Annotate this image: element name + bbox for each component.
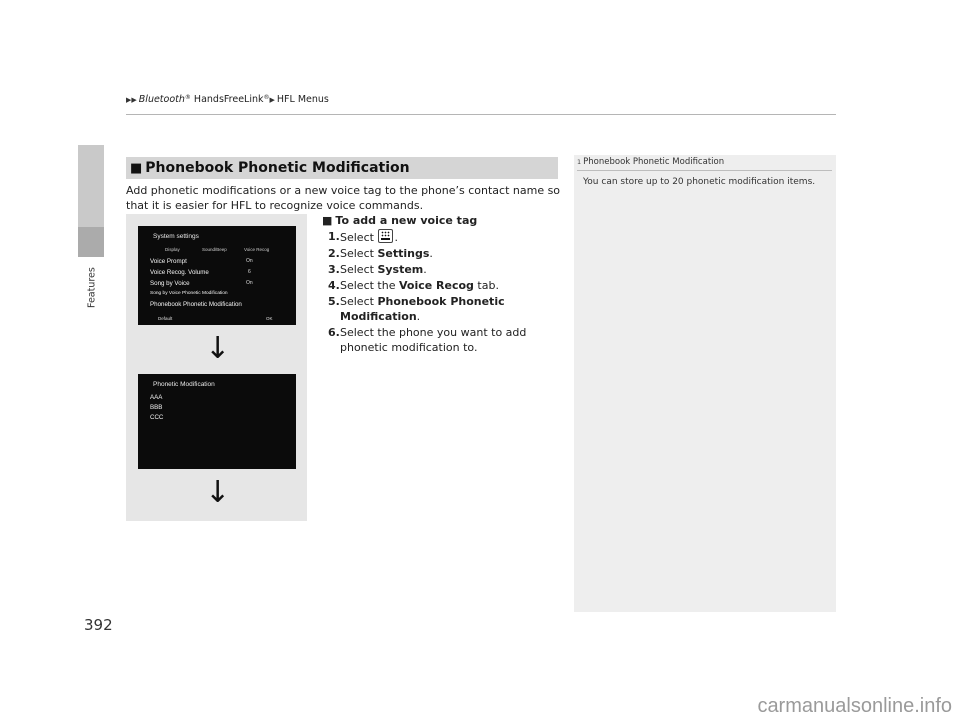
step-number: 3. xyxy=(328,263,340,276)
note-title xyxy=(577,157,724,167)
chapter-tab-marker xyxy=(78,227,104,257)
step-text: Select the phone you want to add phonetic modification to. xyxy=(340,326,527,354)
screen-title: Phonetic Modification xyxy=(153,381,215,388)
registered-mark: ® xyxy=(184,94,191,101)
tab-voice-recog[interactable]: Voice Recog xyxy=(244,247,270,252)
procedure-marker-icon: ■ xyxy=(322,214,333,227)
step-keyword: System xyxy=(377,263,424,276)
step-text: Select the xyxy=(340,279,399,292)
section-title: Phonebook Phonetic Modification xyxy=(145,160,410,176)
watermark: carmanualsonline.info xyxy=(757,695,952,717)
step-text: . xyxy=(429,247,433,260)
step-keyword: Voice Recog xyxy=(398,279,474,292)
down-arrow-icon: ↓ xyxy=(205,475,231,510)
note-rule xyxy=(577,170,832,171)
section-intro: Add phonetic modifications or a new voice tag to the phone’s contact name so that it is easier for HFL to recognize voice commands. xyxy=(126,184,561,212)
step-number: 6. xyxy=(328,326,340,339)
setting-row-song-phonetic[interactable] xyxy=(150,291,228,296)
ok-button[interactable]: OK xyxy=(266,316,273,321)
default-button[interactable]: Default xyxy=(158,316,173,321)
down-arrow-icon: ↓ xyxy=(205,331,231,366)
step-6 xyxy=(322,325,562,355)
contact-item[interactable]: BBB xyxy=(150,404,163,411)
setting-label: Voice Prompt xyxy=(150,258,187,265)
setting-value: On xyxy=(246,280,253,286)
header-rule xyxy=(126,114,836,115)
setting-row-phonebook-phonetic[interactable] xyxy=(150,301,242,308)
step-text: . xyxy=(394,231,398,244)
note-title-text: Phonebook Phonetic Modification xyxy=(583,157,725,167)
setting-label: Song by Voice Phonetic Modification xyxy=(150,291,228,296)
step-text: Select xyxy=(340,231,378,244)
tab-sound-beep[interactable]: Sound/Beep xyxy=(202,247,227,252)
breadcrumb-hfl-menus[interactable]: HFL Menus xyxy=(276,94,329,105)
step-1 xyxy=(322,229,562,245)
breadcrumb-bluetooth[interactable]: Bluetooth xyxy=(138,94,185,105)
step-number: 1. xyxy=(328,230,340,243)
step-text: tab. xyxy=(473,279,499,292)
step-number: 2. xyxy=(328,247,340,260)
step-text: Select xyxy=(340,295,378,308)
breadcrumb-arrow-icon: ▶▶ xyxy=(126,96,137,104)
setting-row-song-by-voice[interactable] xyxy=(150,280,253,287)
step-number: 5. xyxy=(328,295,340,308)
procedure xyxy=(322,214,562,356)
step-keyword: Phonebook Phonetic Modification xyxy=(340,295,505,323)
chapter-label: Features xyxy=(86,267,98,309)
phonetic-modification-screen xyxy=(138,374,296,469)
section-marker-icon: ■ xyxy=(130,160,143,176)
note-box xyxy=(574,155,836,612)
procedure-title: To add a new voice tag xyxy=(335,214,478,227)
step-2 xyxy=(322,246,562,261)
procedure-heading xyxy=(322,214,562,227)
setting-value: 6 xyxy=(248,269,251,275)
step-4 xyxy=(322,278,562,293)
step-text: . xyxy=(416,310,421,323)
setting-value: On xyxy=(246,258,253,264)
breadcrumb xyxy=(126,94,329,105)
home-icon xyxy=(378,229,393,243)
breadcrumb-arrow-icon: ▶ xyxy=(269,96,275,104)
setting-label: Phonebook Phonetic Modification xyxy=(150,301,242,308)
contact-item[interactable]: CCC xyxy=(150,414,164,421)
chapter-tab xyxy=(78,145,104,227)
section-heading xyxy=(126,157,558,179)
step-3 xyxy=(322,262,562,277)
system-settings-screen xyxy=(138,226,296,325)
breadcrumb-handsfreelink[interactable]: HandsFreeLink xyxy=(190,94,264,105)
contact-item[interactable]: AAA xyxy=(150,394,163,401)
step-text: Select xyxy=(340,247,378,260)
note-text: You can store up to 20 phonetic modification items. xyxy=(583,177,816,187)
step-text: Select xyxy=(340,263,378,276)
setting-row-voice-prompt[interactable] xyxy=(150,258,253,265)
step-number: 4. xyxy=(328,279,340,292)
page-number: 392 xyxy=(84,616,113,634)
registered-mark: ® xyxy=(263,94,270,101)
setting-row-voice-recog-volume[interactable] xyxy=(150,269,251,276)
setting-label: Song by Voice xyxy=(150,280,190,287)
tab-display[interactable]: Display xyxy=(165,247,180,252)
step-5 xyxy=(322,294,562,324)
note-index: 1 xyxy=(577,158,582,166)
setting-label: Voice Recog. Volume xyxy=(150,269,209,276)
step-keyword: Settings xyxy=(377,247,430,260)
step-text: . xyxy=(423,263,427,276)
screen-title: System settings xyxy=(153,233,199,240)
